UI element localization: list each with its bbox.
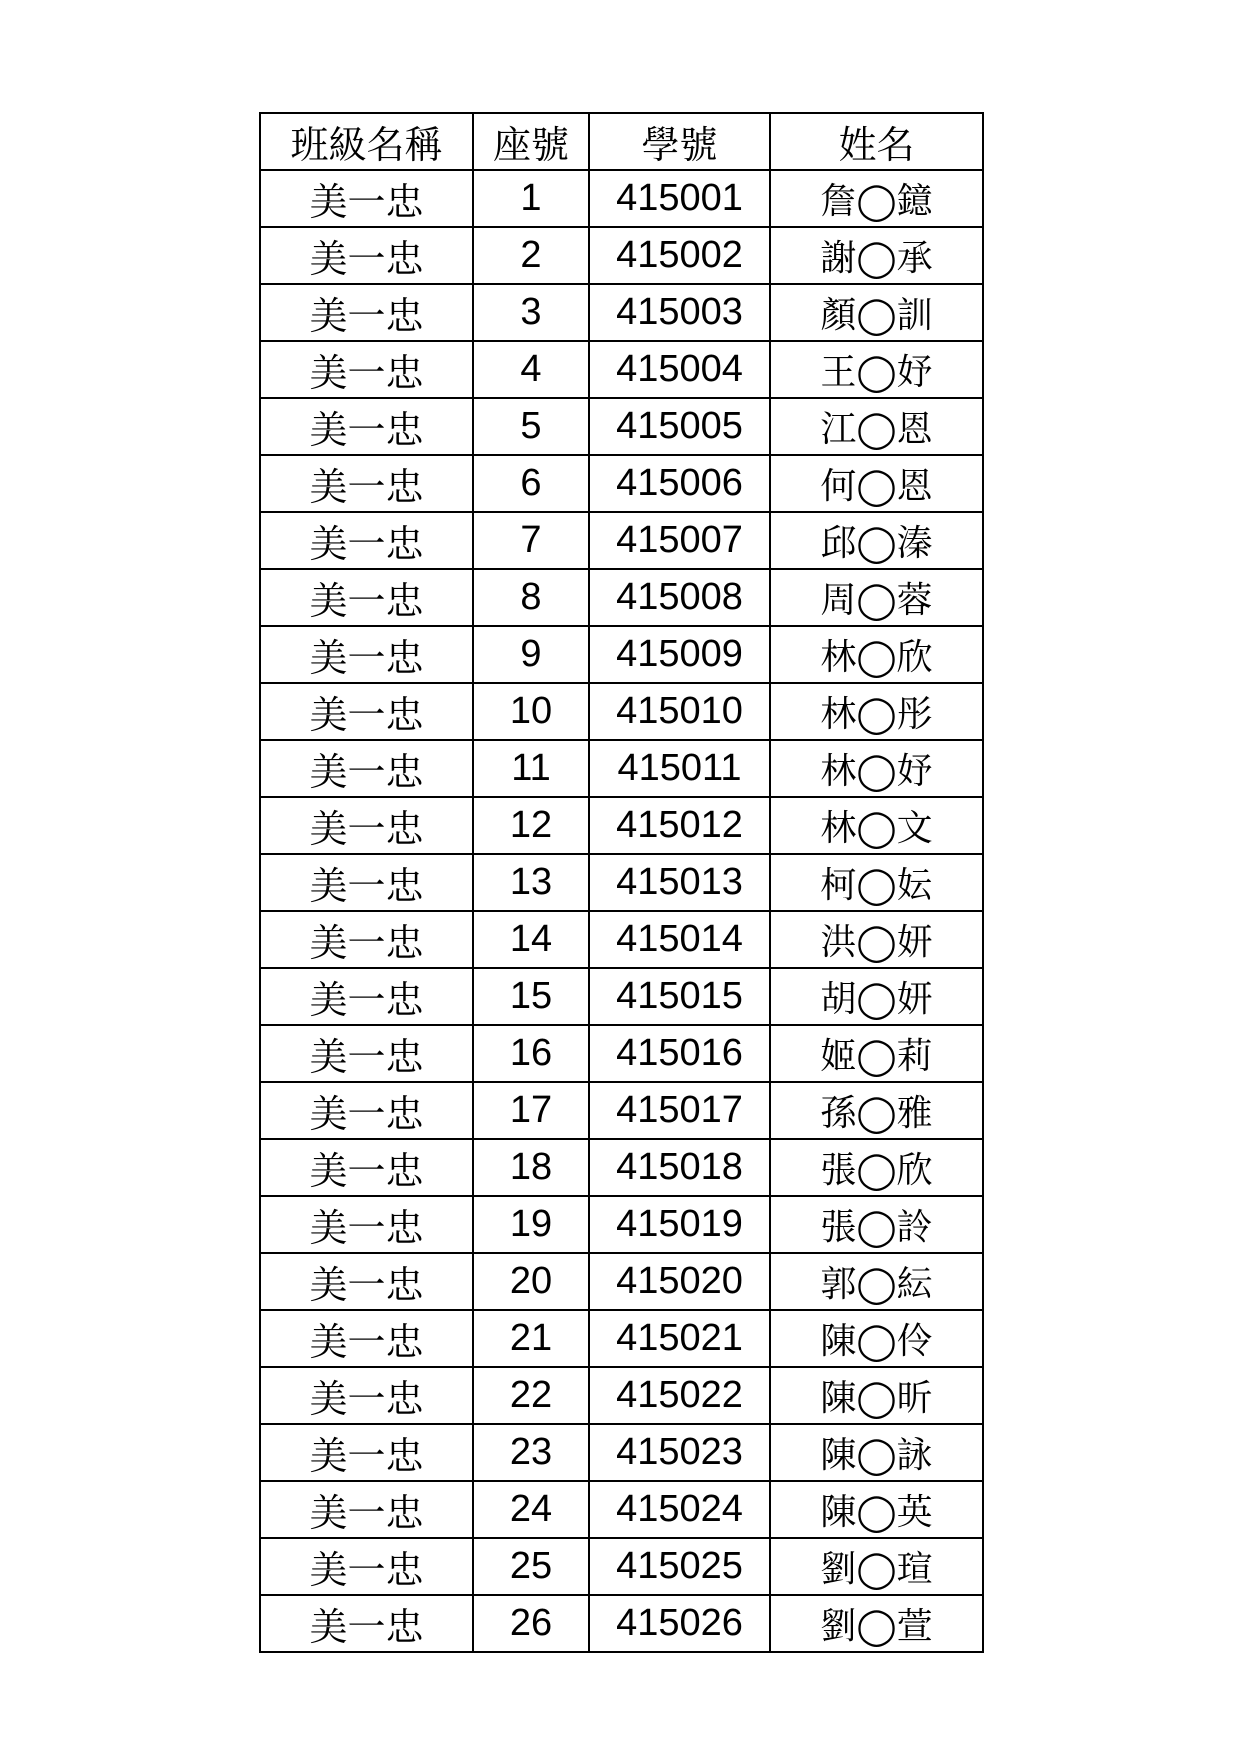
class-name-cell: 美一忠 <box>260 1196 473 1253</box>
class-name-cell: 美一忠 <box>260 284 473 341</box>
seat-number-cell: 10 <box>473 683 589 740</box>
table-row <box>260 170 983 227</box>
seat-number-cell: 14 <box>473 911 589 968</box>
class-name-cell: 美一忠 <box>260 1481 473 1538</box>
table-row <box>260 455 983 512</box>
seat-number-cell: 13 <box>473 854 589 911</box>
header-student-id: 學號 <box>589 113 770 170</box>
header-seat-number: 座號 <box>473 113 589 170</box>
table-row <box>260 1253 983 1310</box>
header-class-name: 班級名稱 <box>260 113 473 170</box>
table-row <box>260 1538 983 1595</box>
class-name-cell: 美一忠 <box>260 170 473 227</box>
table-row <box>260 1481 983 1538</box>
seat-number-cell: 26 <box>473 1595 589 1652</box>
class-name-cell: 美一忠 <box>260 740 473 797</box>
seat-number-cell: 23 <box>473 1424 589 1481</box>
student-id-cell: 415003 <box>589 284 770 341</box>
seat-number-cell: 1 <box>473 170 589 227</box>
table-row <box>260 1310 983 1367</box>
student-name-cell: 林◯彤 <box>770 683 983 740</box>
seat-number-cell: 20 <box>473 1253 589 1310</box>
class-name-cell: 美一忠 <box>260 512 473 569</box>
class-name-cell: 美一忠 <box>260 683 473 740</box>
student-id-cell: 415010 <box>589 683 770 740</box>
student-name-cell: 江◯恩 <box>770 398 983 455</box>
seat-number-cell: 22 <box>473 1367 589 1424</box>
student-id-cell: 415014 <box>589 911 770 968</box>
student-id-cell: 415008 <box>589 569 770 626</box>
student-id-cell: 415020 <box>589 1253 770 1310</box>
table-row <box>260 854 983 911</box>
class-name-cell: 美一忠 <box>260 1082 473 1139</box>
student-id-cell: 415007 <box>589 512 770 569</box>
student-id-cell: 415023 <box>589 1424 770 1481</box>
seat-number-cell: 7 <box>473 512 589 569</box>
student-id-cell: 415026 <box>589 1595 770 1652</box>
student-name-cell: 陳◯英 <box>770 1481 983 1538</box>
table-row <box>260 284 983 341</box>
table-row <box>260 569 983 626</box>
student-id-cell: 415012 <box>589 797 770 854</box>
seat-number-cell: 9 <box>473 626 589 683</box>
table-row <box>260 341 983 398</box>
seat-number-cell: 2 <box>473 227 589 284</box>
seat-number-cell: 8 <box>473 569 589 626</box>
student-id-cell: 415013 <box>589 854 770 911</box>
student-name-cell: 劉◯瑄 <box>770 1538 983 1595</box>
student-name-cell: 陳◯伶 <box>770 1310 983 1367</box>
table-row <box>260 1367 983 1424</box>
student-name-cell: 顏◯訓 <box>770 284 983 341</box>
seat-number-cell: 17 <box>473 1082 589 1139</box>
student-name-cell: 張◯欣 <box>770 1139 983 1196</box>
student-name-cell: 陳◯昕 <box>770 1367 983 1424</box>
class-name-cell: 美一忠 <box>260 911 473 968</box>
class-name-cell: 美一忠 <box>260 1253 473 1310</box>
student-name-cell: 何◯恩 <box>770 455 983 512</box>
student-id-cell: 415021 <box>589 1310 770 1367</box>
student-name-cell: 劉◯萱 <box>770 1595 983 1652</box>
student-name-cell: 林◯文 <box>770 797 983 854</box>
student-id-cell: 415005 <box>589 398 770 455</box>
class-name-cell: 美一忠 <box>260 569 473 626</box>
student-name-cell: 詹◯鐿 <box>770 170 983 227</box>
table-row <box>260 968 983 1025</box>
student-id-cell: 415006 <box>589 455 770 512</box>
class-name-cell: 美一忠 <box>260 854 473 911</box>
table-row <box>260 1139 983 1196</box>
seat-number-cell: 5 <box>473 398 589 455</box>
class-name-cell: 美一忠 <box>260 455 473 512</box>
table-row <box>260 1595 983 1652</box>
class-name-cell: 美一忠 <box>260 1025 473 1082</box>
class-name-cell: 美一忠 <box>260 1595 473 1652</box>
table-body <box>260 170 983 1652</box>
seat-number-cell: 24 <box>473 1481 589 1538</box>
student-id-cell: 415002 <box>589 227 770 284</box>
student-name-cell: 林◯妤 <box>770 740 983 797</box>
seat-number-cell: 3 <box>473 284 589 341</box>
table-row <box>260 683 983 740</box>
student-name-cell: 洪◯妍 <box>770 911 983 968</box>
class-name-cell: 美一忠 <box>260 968 473 1025</box>
table-row <box>260 797 983 854</box>
seat-number-cell: 16 <box>473 1025 589 1082</box>
class-name-cell: 美一忠 <box>260 1367 473 1424</box>
class-name-cell: 美一忠 <box>260 341 473 398</box>
seat-number-cell: 19 <box>473 1196 589 1253</box>
table-row <box>260 1424 983 1481</box>
table-row <box>260 227 983 284</box>
table-header-row <box>260 113 983 170</box>
student-id-cell: 415009 <box>589 626 770 683</box>
student-id-cell: 415001 <box>589 170 770 227</box>
class-name-cell: 美一忠 <box>260 797 473 854</box>
table-row <box>260 911 983 968</box>
seat-number-cell: 15 <box>473 968 589 1025</box>
student-name-cell: 柯◯妘 <box>770 854 983 911</box>
student-id-cell: 415025 <box>589 1538 770 1595</box>
student-name-cell: 張◯詅 <box>770 1196 983 1253</box>
student-id-cell: 415016 <box>589 1025 770 1082</box>
class-name-cell: 美一忠 <box>260 1538 473 1595</box>
table-row <box>260 1025 983 1082</box>
student-id-cell: 415022 <box>589 1367 770 1424</box>
table-row <box>260 1082 983 1139</box>
student-roster-table <box>259 112 984 1653</box>
student-id-cell: 415011 <box>589 740 770 797</box>
seat-number-cell: 18 <box>473 1139 589 1196</box>
student-id-cell: 415015 <box>589 968 770 1025</box>
seat-number-cell: 12 <box>473 797 589 854</box>
class-name-cell: 美一忠 <box>260 1424 473 1481</box>
student-id-cell: 415004 <box>589 341 770 398</box>
table-row <box>260 1196 983 1253</box>
student-name-cell: 林◯欣 <box>770 626 983 683</box>
student-id-cell: 415018 <box>589 1139 770 1196</box>
seat-number-cell: 25 <box>473 1538 589 1595</box>
table-row <box>260 512 983 569</box>
seat-number-cell: 21 <box>473 1310 589 1367</box>
student-name-cell: 郭◯紜 <box>770 1253 983 1310</box>
class-name-cell: 美一忠 <box>260 398 473 455</box>
student-name-cell: 周◯蓉 <box>770 569 983 626</box>
table-row <box>260 626 983 683</box>
table-row <box>260 398 983 455</box>
seat-number-cell: 11 <box>473 740 589 797</box>
student-name-cell: 姬◯莉 <box>770 1025 983 1082</box>
student-name-cell: 邱◯溱 <box>770 512 983 569</box>
student-id-cell: 415019 <box>589 1196 770 1253</box>
seat-number-cell: 4 <box>473 341 589 398</box>
class-name-cell: 美一忠 <box>260 227 473 284</box>
student-name-cell: 陳◯詠 <box>770 1424 983 1481</box>
student-name-cell: 王◯妤 <box>770 341 983 398</box>
class-name-cell: 美一忠 <box>260 1139 473 1196</box>
class-name-cell: 美一忠 <box>260 1310 473 1367</box>
seat-number-cell: 6 <box>473 455 589 512</box>
header-student-name: 姓名 <box>770 113 983 170</box>
student-name-cell: 謝◯承 <box>770 227 983 284</box>
student-id-cell: 415024 <box>589 1481 770 1538</box>
student-name-cell: 孫◯雅 <box>770 1082 983 1139</box>
student-name-cell: 胡◯妍 <box>770 968 983 1025</box>
table-row <box>260 740 983 797</box>
class-name-cell: 美一忠 <box>260 626 473 683</box>
student-id-cell: 415017 <box>589 1082 770 1139</box>
